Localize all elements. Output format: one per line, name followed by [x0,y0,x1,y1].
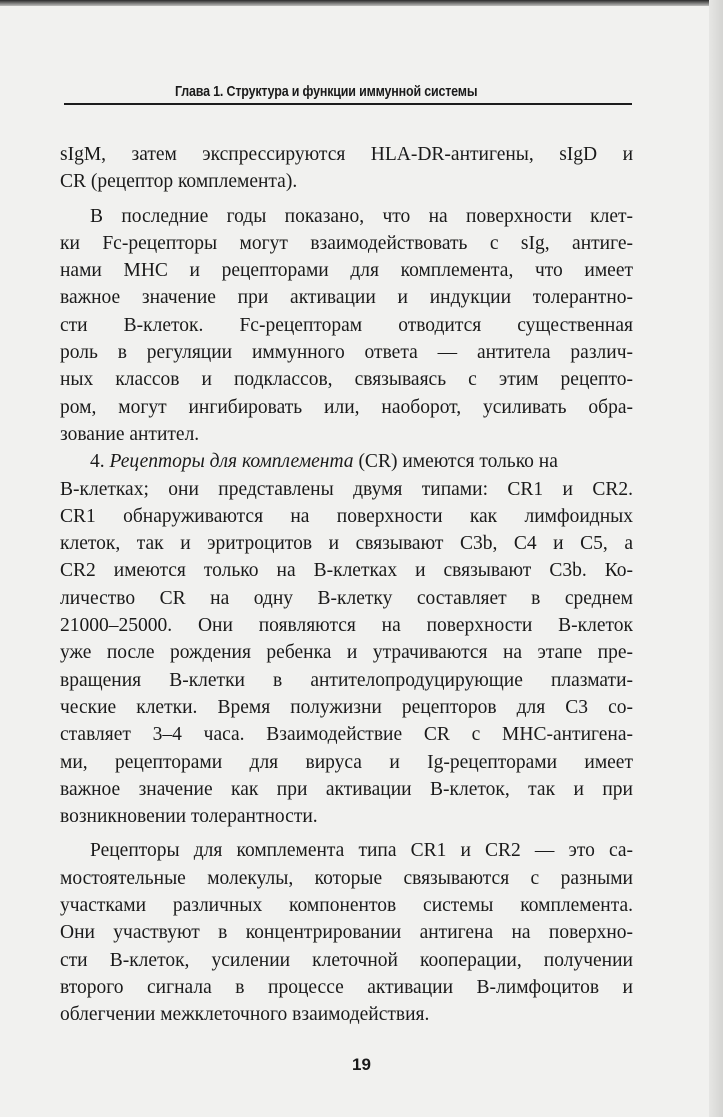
page-number: 19 [352,1055,371,1074]
text-line: личество CR на одну В-клетку составляет в среднем [60,587,633,609]
text-line: Рецепторы для комплемента типа CR1 и CR2 — это са- [90,840,633,862]
text-line: sIgM, затем экспрессируются HLA-DR-антигены, sIgD и [60,144,633,165]
text-line: нами МНС и рецепторами для комплемента, что имеет [60,260,633,282]
text-line: вращения В-клетки в антителопродуцирующие плазмати- [60,669,633,691]
text-line: ческие клетки. Время полужизни рецепторов для C3 со- [60,696,633,718]
italic-term: Рецепторы для комплемента [109,451,354,473]
text-line: CR (рецептор комплемента). [60,171,298,193]
text-line [60,448,633,475]
text-line: уже после рождения ребенка и утрачиваются на этапе пре- [60,642,633,664]
text-line: клеток, так и эритроцитов и связывают C3b, C4 и C5, а [60,533,633,555]
text-line: В последние годы показано, что на поверхности клет- [90,205,633,227]
text-line: возникновении толерантности. [60,806,318,828]
header-rule [64,103,632,105]
text-line: роль в регуляции иммунного ответа — антитела различ- [60,342,633,364]
text-line: важное значение как при активации В-клеток, так и при [60,778,633,800]
text-line: облегчении межклеточного взаимодействия. [60,1004,430,1026]
text-line: сти В-клеток, усилении клеточной кооперации, получении [60,949,633,971]
body-text [60,141,633,1029]
text-line: ставляет 3–4 часа. Взаимодействие CR с МНС-антигена- [60,724,633,746]
text-line: сти В-клеток. Fc-рецепторам отводится существенная [60,314,633,336]
list-number: 4. [90,451,110,473]
text-line: 21000–25000. Они появляются на поверхности В-клеток [60,615,633,637]
text-line: ми, рецепторами для вируса и Ig-рецепторами имеет [60,751,633,773]
text-span: (CR) имеются только на [353,451,558,473]
text-line: важное значение при активации и индукции толерантно- [60,287,633,309]
text-line: участками различных компонентов системы комплемента. [60,895,633,917]
text-line: зование антител. [60,423,200,445]
text-line: CR2 имеются только на В-клетках и связывают C3b. Ко- [60,560,633,582]
page-top-edge [0,0,723,6]
running-head: Глава 1. Структура и функции иммунной системы [175,84,478,100]
text-line: ром, могут ингибировать или, наоборот, усиливать обра- [60,396,633,418]
text-line: мостоятельные молекулы, которые связываются с разными [60,867,633,889]
text-line: ных классов и подклассов, связываясь с этим рецепто- [60,369,633,391]
text-line: Они участвуют в концентрировании антигена на поверхно- [60,922,633,944]
page-right-edge [709,0,723,1117]
text-line: второго сигнала в процессе активации В-лимфоцитов и [60,976,633,998]
text-line: CR1 обнаруживаются на поверхности как лимфоидных [60,505,633,527]
text-line: ки Fc-рецепторы могут взаимодействовать с sIg, антиге- [60,232,633,254]
text-line: В-клетках; они представлены двумя типами: CR1 и CR2. [60,478,633,500]
